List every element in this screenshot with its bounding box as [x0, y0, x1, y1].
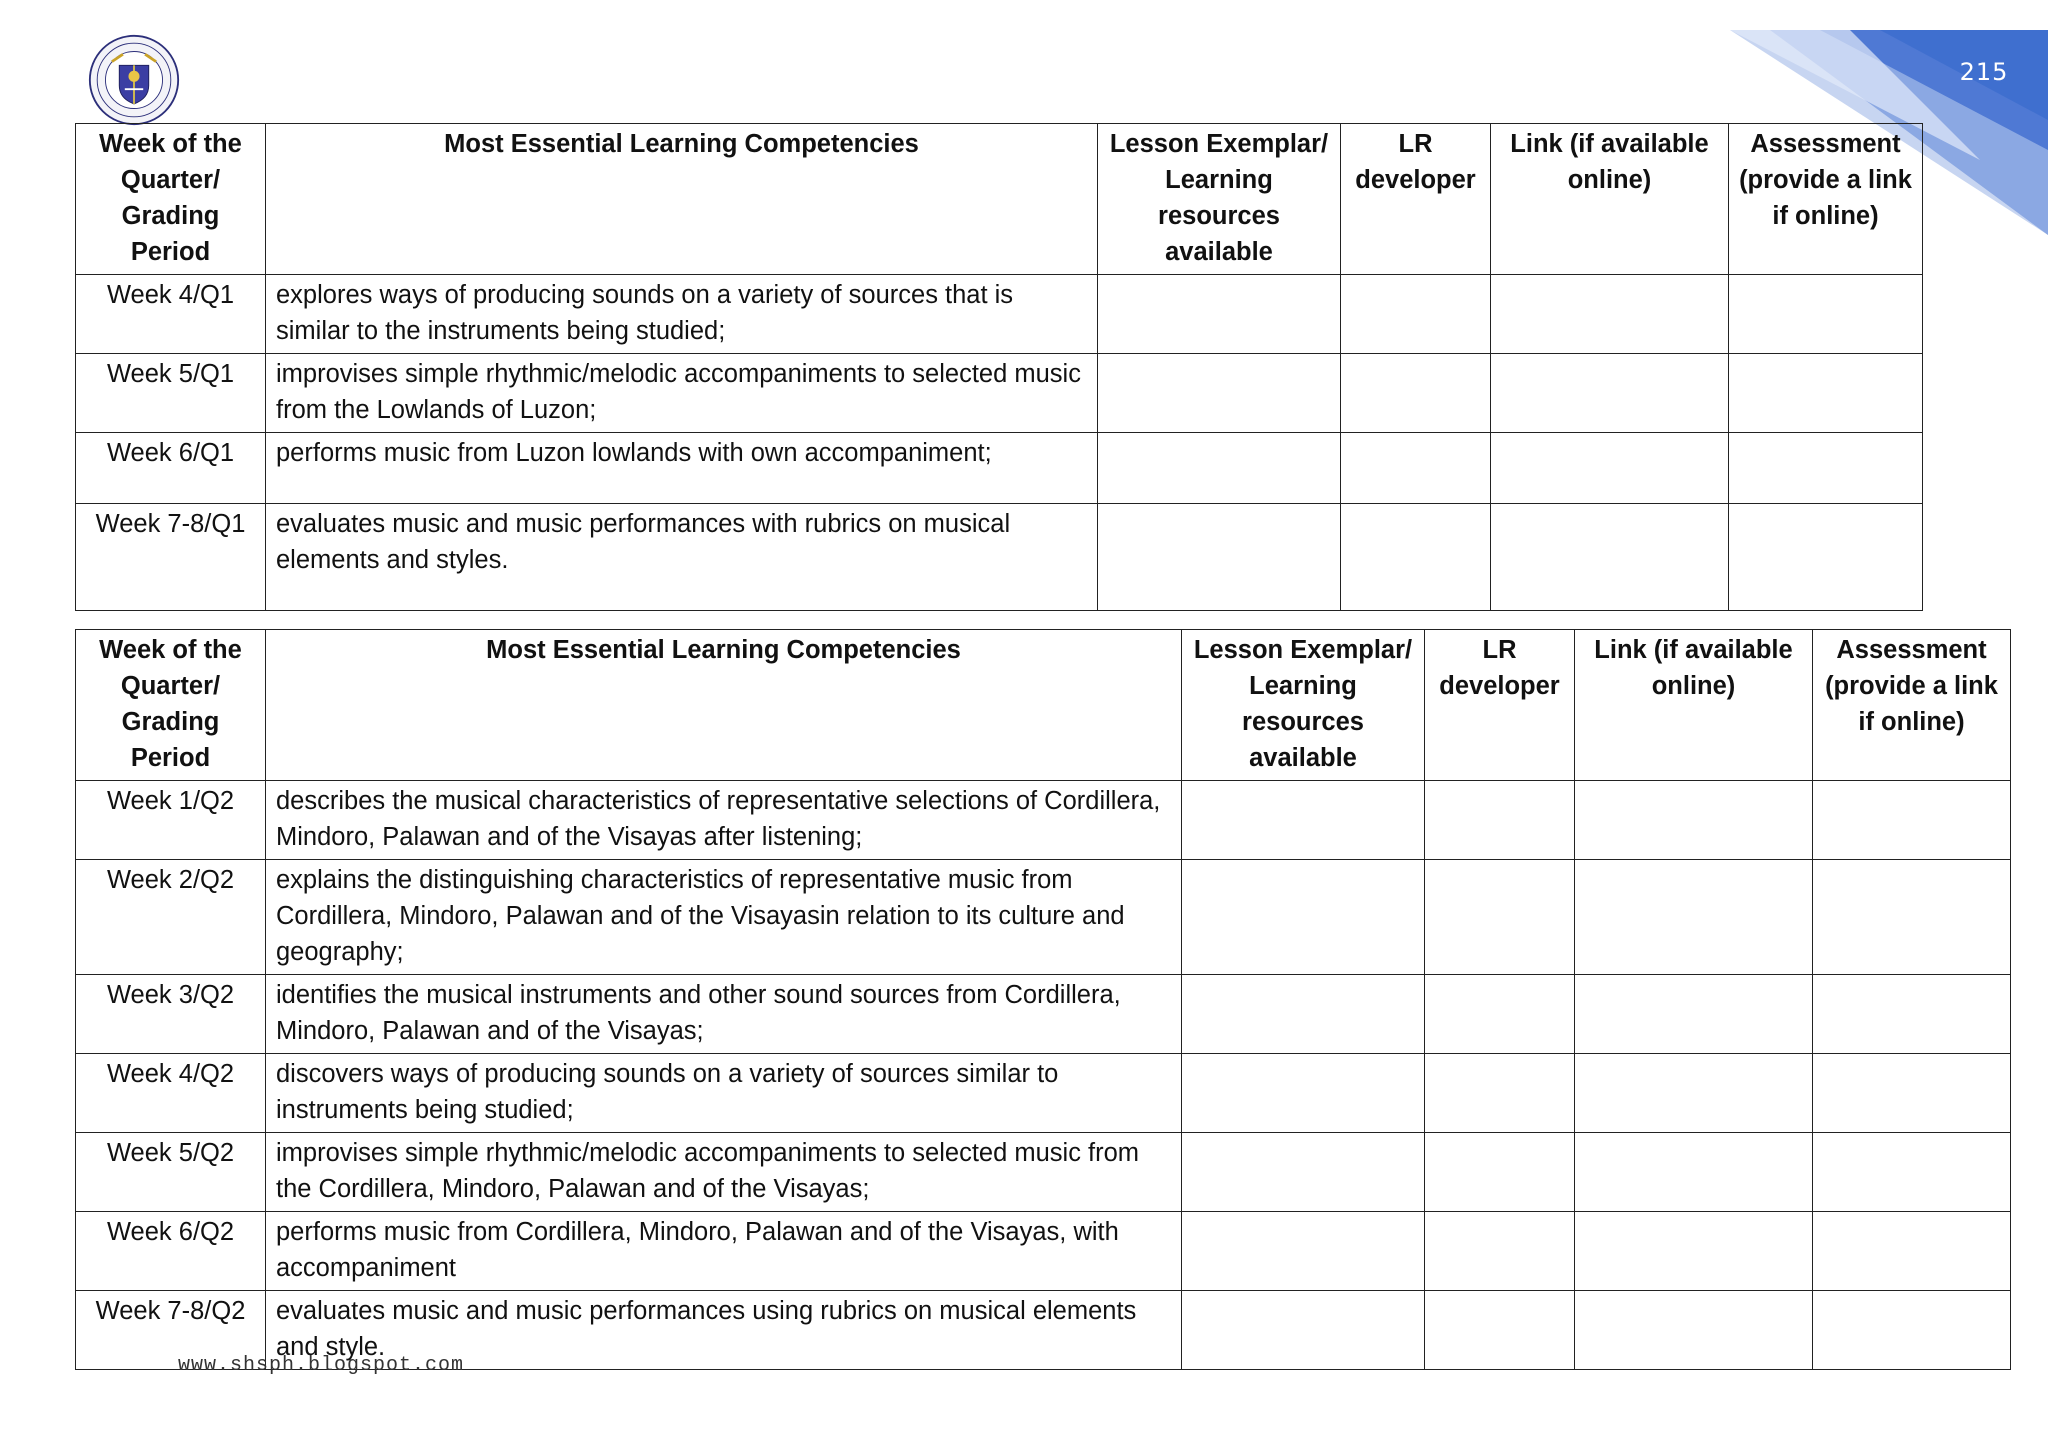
link-cell: [1491, 354, 1729, 433]
week-cell: Week 2/Q2: [76, 860, 266, 975]
link-cell: [1575, 1212, 1813, 1291]
lr-cell: [1425, 1054, 1575, 1133]
lr-cell: [1341, 504, 1491, 611]
exemplar-cell: [1182, 1291, 1425, 1370]
competency-cell: improvises simple rhythmic/melodic accompaniments to selected music from the Cordillera, Mindoro, Palawan and of the Visayas;: [266, 1133, 1182, 1212]
link-cell: [1575, 1054, 1813, 1133]
competency-cell: explains the distinguishing characteristics of representative music from Cordillera, Mindoro, Palawan and of the Visayasin relation to its culture and geography;: [266, 860, 1182, 975]
assessment-cell: [1813, 781, 2011, 860]
lr-cell: [1341, 275, 1491, 354]
link-cell: [1575, 860, 1813, 975]
week-cell: Week 6/Q1: [76, 433, 266, 504]
week-cell: Week 6/Q2: [76, 1212, 266, 1291]
competency-cell: explores ways of producing sounds on a variety of sources that is similar to the instruments being studied;: [266, 275, 1098, 354]
exemplar-cell: [1182, 860, 1425, 975]
link-cell: [1575, 781, 1813, 860]
exemplar-cell: [1098, 275, 1341, 354]
header-lesson-exemplar: Lesson Exemplar/ Learning resources available: [1182, 630, 1425, 781]
lr-cell: [1425, 781, 1575, 860]
competency-cell: evaluates music and music performances with rubrics on musical elements and styles.: [266, 504, 1098, 611]
week-cell: Week 7-8/Q2: [76, 1291, 266, 1370]
header-link: Link (if available online): [1575, 630, 1813, 781]
assessment-cell: [1813, 1291, 2011, 1370]
header-lr-developer: LR developer: [1341, 124, 1491, 275]
week-cell: Week 5/Q1: [76, 354, 266, 433]
exemplar-cell: [1182, 781, 1425, 860]
footer-url: www.shsph.blogspot.com: [178, 1354, 465, 1377]
lr-cell: [1425, 1291, 1575, 1370]
header-competencies: Most Essential Learning Competencies: [266, 124, 1098, 275]
assessment-cell: [1813, 1054, 2011, 1133]
week-cell: Week 4/Q2: [76, 1054, 266, 1133]
link-cell: [1491, 504, 1729, 611]
competency-cell: improvises simple rhythmic/melodic accompaniments to selected music from the Lowlands of Luzon;: [266, 354, 1098, 433]
lr-cell: [1425, 1133, 1575, 1212]
assessment-cell: [1729, 433, 1923, 504]
header-assessment: Assessment (provide a link if online): [1813, 630, 2011, 781]
exemplar-cell: [1182, 1054, 1425, 1133]
link-cell: [1491, 275, 1729, 354]
competency-cell: discovers ways of producing sounds on a variety of sources similar to instruments being studied;: [266, 1054, 1182, 1133]
exemplar-cell: [1182, 975, 1425, 1054]
table-row: [76, 860, 2011, 975]
header-lesson-exemplar: Lesson Exemplar/ Learning resources available: [1098, 124, 1341, 275]
week-cell: Week 3/Q2: [76, 975, 266, 1054]
assessment-cell: [1813, 1133, 2011, 1212]
competency-cell: performs music from Cordillera, Mindoro, Palawan and of the Visayas, with accompaniment: [266, 1212, 1182, 1291]
exemplar-cell: [1098, 433, 1341, 504]
table-row: [76, 975, 2011, 1054]
table-row: [76, 1054, 2011, 1133]
link-cell: [1575, 1133, 1813, 1212]
header-lr-developer: LR developer: [1425, 630, 1575, 781]
table-row: [76, 354, 1923, 433]
assessment-cell: [1813, 860, 2011, 975]
table-row: [76, 1133, 2011, 1212]
assessment-cell: [1813, 1212, 2011, 1291]
link-cell: [1575, 975, 1813, 1054]
link-cell: [1575, 1291, 1813, 1370]
table-row: [76, 1212, 2011, 1291]
header-week: Week of the Quarter/ Grading Period: [76, 124, 266, 275]
table-header-row: [76, 630, 2011, 781]
exemplar-cell: [1182, 1133, 1425, 1212]
lr-cell: [1425, 975, 1575, 1054]
lr-cell: [1425, 1212, 1575, 1291]
header-week: Week of the Quarter/ Grading Period: [76, 630, 266, 781]
table-row: [76, 433, 1923, 504]
page-number: 215: [1959, 58, 2009, 86]
lr-cell: [1341, 433, 1491, 504]
assessment-cell: [1729, 354, 1923, 433]
table-header-row: [76, 124, 1923, 275]
competency-cell: evaluates music and music performances using rubrics on musical elements and style.: [266, 1291, 1182, 1370]
week-cell: Week 7-8/Q1: [76, 504, 266, 611]
exemplar-cell: [1098, 504, 1341, 611]
table-row: [76, 275, 1923, 354]
competency-cell: identifies the musical instruments and other sound sources from Cordillera, Mindoro, Palawan and of the Visayas;: [266, 975, 1182, 1054]
deped-seal-logo: [88, 34, 180, 126]
competency-cell: describes the musical characteristics of representative selections of Cordillera, Mindoro, Palawan and of the Visayas after listening;: [266, 781, 1182, 860]
week-cell: Week 1/Q2: [76, 781, 266, 860]
table-row: [76, 781, 2011, 860]
link-cell: [1491, 433, 1729, 504]
exemplar-cell: [1098, 354, 1341, 433]
assessment-cell: [1813, 975, 2011, 1054]
lr-cell: [1425, 860, 1575, 975]
exemplar-cell: [1182, 1212, 1425, 1291]
header-competencies: Most Essential Learning Competencies: [266, 630, 1182, 781]
week-cell: Week 5/Q2: [76, 1133, 266, 1212]
competencies-table-q1: [75, 123, 1923, 611]
competency-cell: performs music from Luzon lowlands with own accompaniment;: [266, 433, 1098, 504]
header-assessment: Assessment (provide a link if online): [1729, 124, 1923, 275]
assessment-cell: [1729, 275, 1923, 354]
table-row: [76, 504, 1923, 611]
competencies-table-q2: [75, 629, 2011, 1370]
header-link: Link (if available online): [1491, 124, 1729, 275]
assessment-cell: [1729, 504, 1923, 611]
lr-cell: [1341, 354, 1491, 433]
week-cell: Week 4/Q1: [76, 275, 266, 354]
